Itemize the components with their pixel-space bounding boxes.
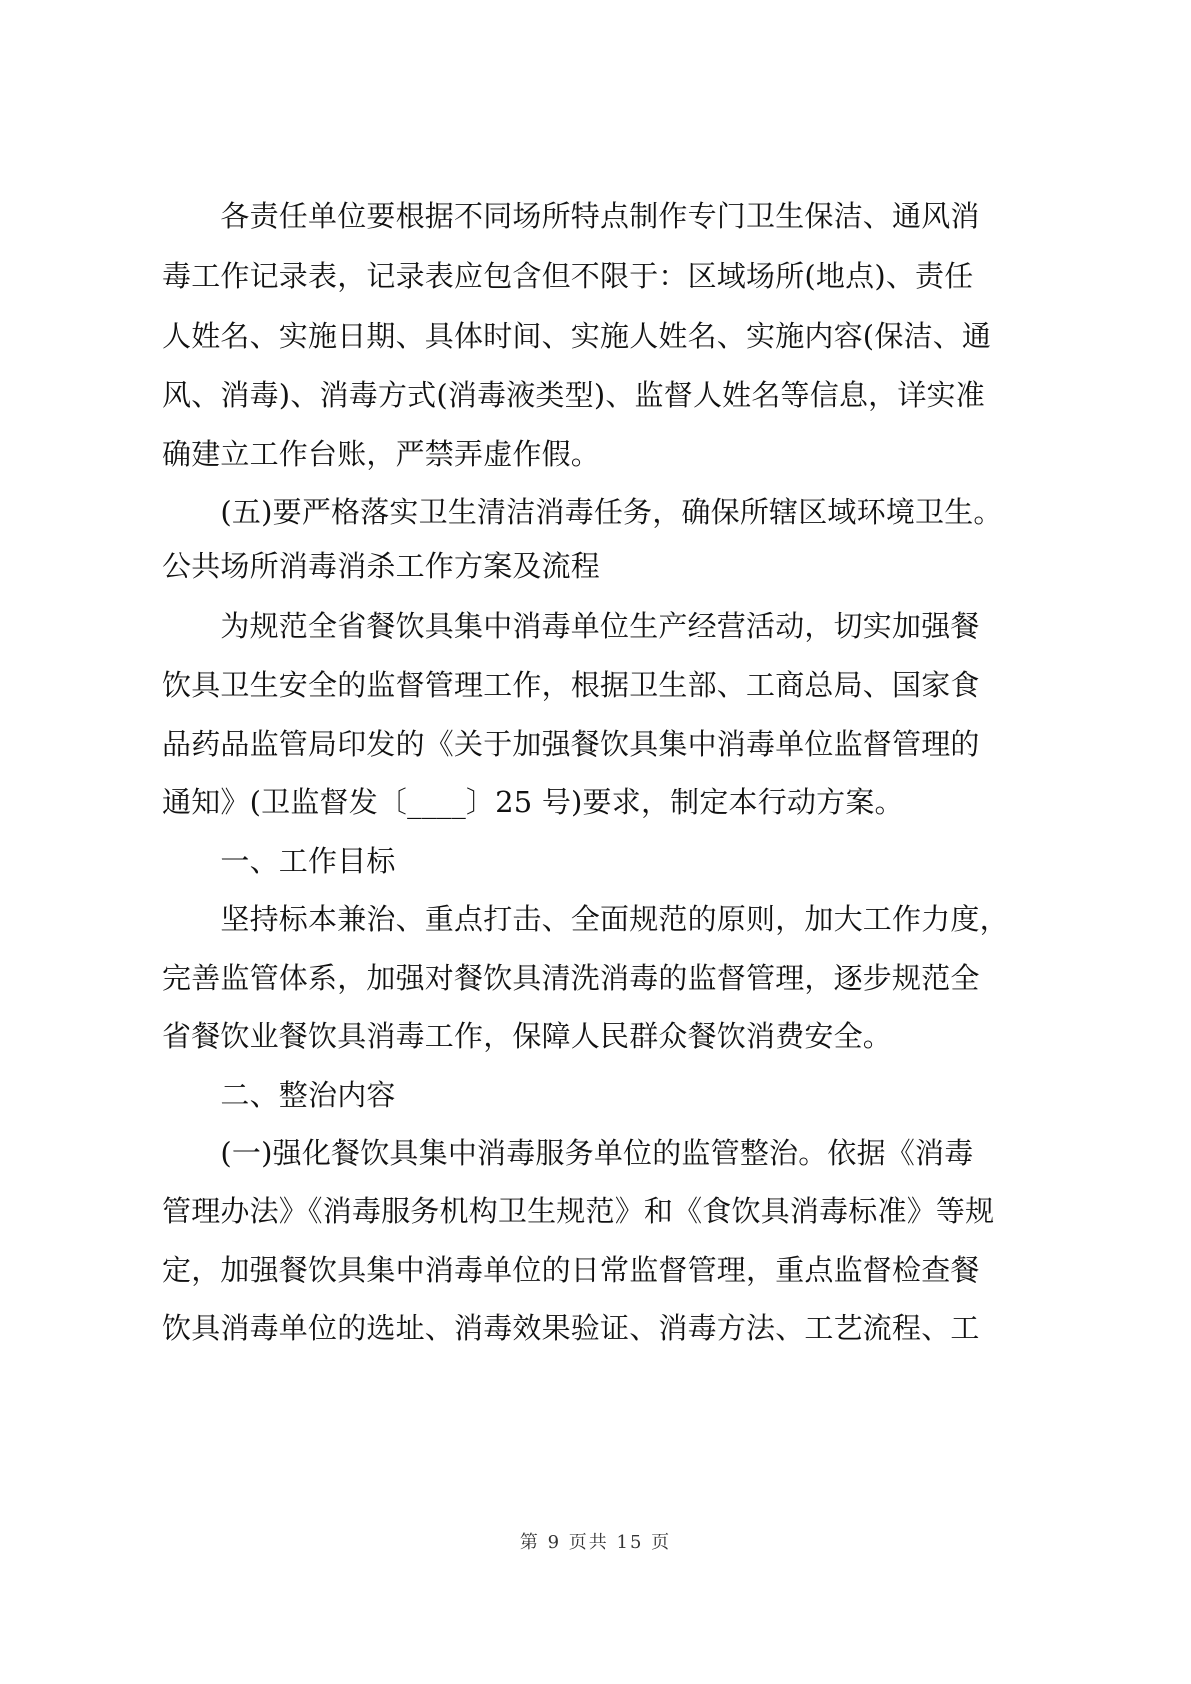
page-number-footer: 第 9 页共 15 页 <box>519 1532 672 1553</box>
body-text-line: 确建立工作台账，严禁弄虚作假。 <box>162 437 601 471</box>
body-text-line: 完善监管体系，加强对餐饮具清洗消毒的监督管理，逐步规范全 <box>162 961 980 995</box>
body-text-line: 毒工作记录表，记录表应包含但不限于：区域场所(地点)、责任 <box>162 259 974 293</box>
body-text-line: 风、消毒)、消毒方式(消毒液类型)、监督人姓名等信息，详实准 <box>162 378 985 412</box>
body-text-line: 定，加强餐饮具集中消毒单位的日常监督管理，重点监督检查餐 <box>162 1253 980 1287</box>
subsection-heading: 二、整治内容 <box>162 1078 396 1112</box>
body-text-line: 各责任单位要根据不同场所特点制作专门卫生保洁、通风消 <box>162 199 980 233</box>
body-text-line: 管理办法》《消毒服务机构卫生规范》和《食饮具消毒标准》等规 <box>162 1194 995 1228</box>
body-text-line: 坚持标本兼治、重点打击、全面规范的原则，加大工作力度， <box>162 902 1009 936</box>
body-text-line: 饮具消毒单位的选址、消毒效果验证、消毒方法、工艺流程、工 <box>162 1311 980 1345</box>
body-text-line: 省餐饮业餐饮具消毒工作，保障人民群众餐饮消费安全。 <box>162 1019 893 1053</box>
body-text-line: (一)强化餐饮具集中消毒服务单位的监管整治。依据《消毒 <box>162 1136 974 1170</box>
body-text-line: 通知》(卫监督发〔____〕25 号)要求，制定本行动方案。 <box>162 785 904 819</box>
body-text-line: 品药品监管局印发的《关于加强餐饮具集中消毒单位监督管理的 <box>162 727 980 761</box>
subsection-heading: 一、工作目标 <box>162 844 396 878</box>
section-heading: 公共场所消毒消杀工作方案及流程 <box>162 549 601 583</box>
body-text-line: (五)要严格落实卫生清洁消毒任务，确保所辖区域环境卫生。 <box>162 495 1003 529</box>
body-text-line: 为规范全省餐饮具集中消毒单位生产经营活动，切实加强餐 <box>162 609 980 643</box>
body-text-line: 饮具卫生安全的监督管理工作，根据卫生部、工商总局、国家食 <box>162 668 980 702</box>
body-text-line: 人姓名、实施日期、具体时间、实施人姓名、实施内容(保洁、通 <box>162 319 992 353</box>
